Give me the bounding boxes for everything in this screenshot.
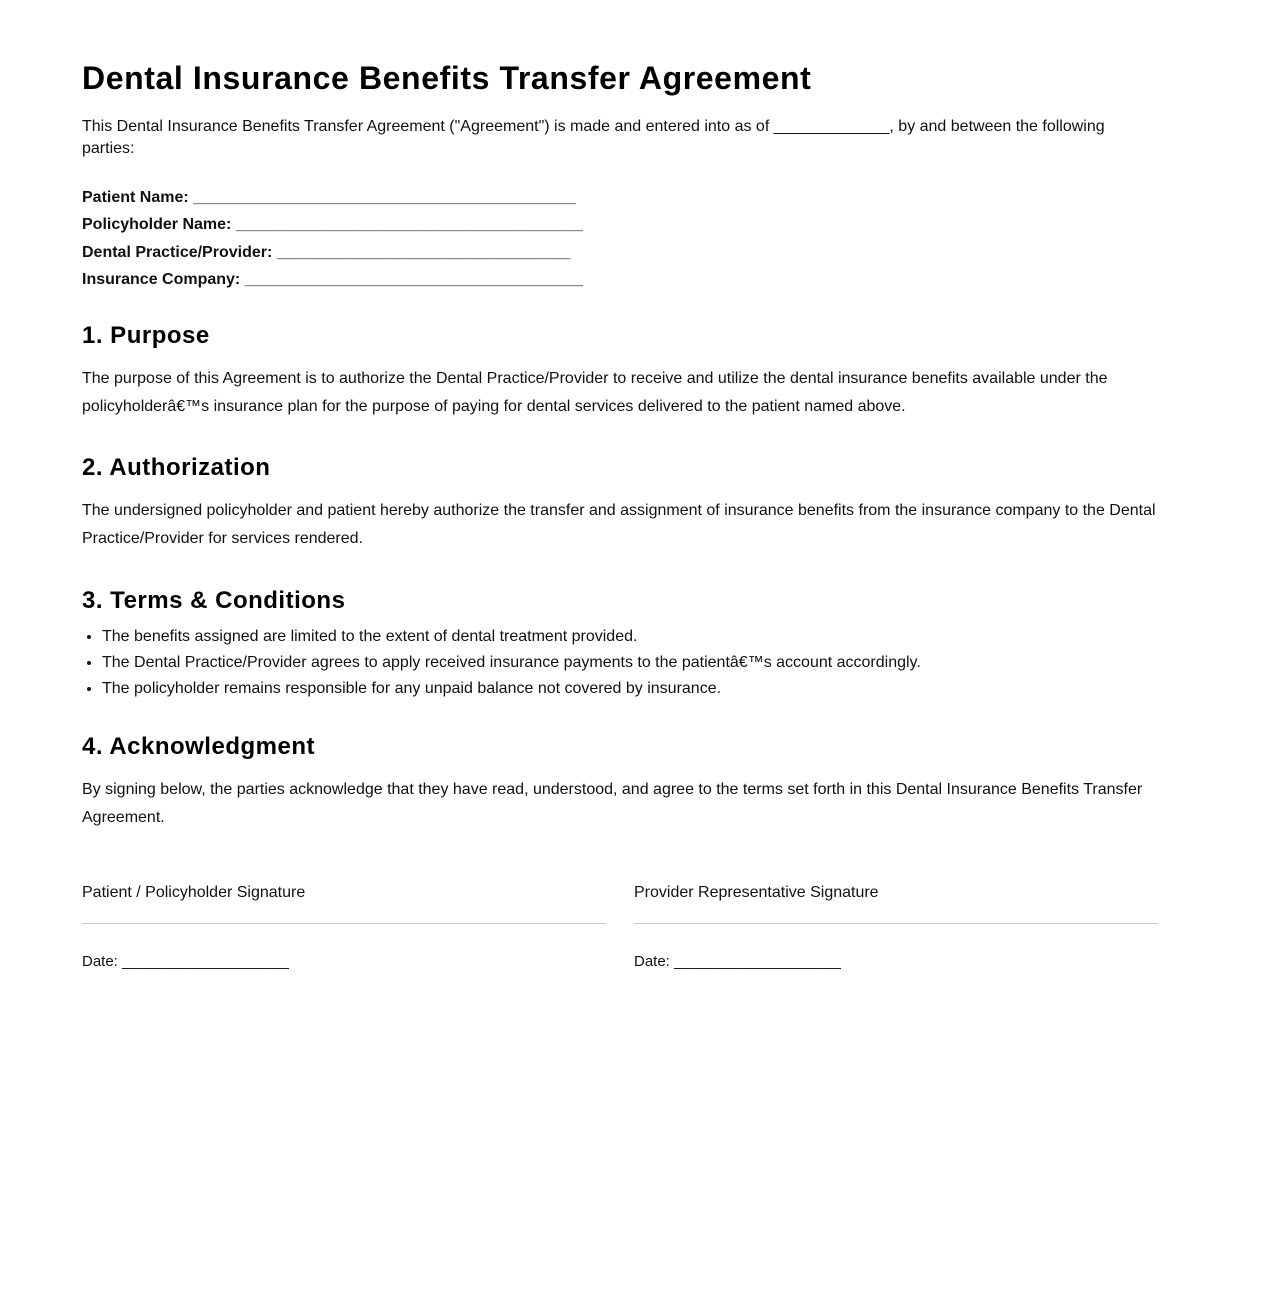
party-label: Patient Name: (82, 189, 189, 206)
party-label: Dental Practice/Provider: (82, 243, 273, 261)
party-blank: _________________________________ (276, 243, 571, 261)
section-heading-acknowledgment: 4. Acknowledgment (82, 733, 315, 761)
party-insurance-company[interactable] (82, 266, 1158, 293)
section-heading-terms: 3. Terms & Conditions (82, 587, 346, 615)
party-label: Insurance Company: (82, 270, 241, 288)
list-item: • The benefits assigned are limited to the extent of dental treatment provided. (102, 624, 1158, 650)
party-policyholder-name[interactable] (82, 211, 1158, 238)
agreement-document (82, 0, 1158, 972)
authorization-text: The undersigned policyholder and patient hereby authorize the transfer and assignment of insurance benefits from the insurance company to the Dental Practice/Provider for services rendered. (82, 502, 1156, 547)
list-item: • The policyholder remains responsible for any unpaid balance not covered by insurance. (102, 676, 1158, 702)
section-heading-authorization: 2. Authorization (82, 454, 271, 482)
signature-line-patient[interactable]: Patient / Policyholder Signature (82, 883, 606, 924)
purpose-text: The purpose of this Agreement is to authorize the Dental Practice/Provider to receive and utilize the dental insurance benefits available under the policyholderâ€™s insurance plan for the purpose of paying for dental services delivered to the patient named above. (82, 370, 1108, 415)
party-patient-name[interactable] (82, 184, 1158, 211)
date-field-patient[interactable]: Date: ____________________ (82, 953, 289, 971)
signature-area (82, 883, 1158, 972)
section-acknowledgment (82, 732, 1158, 831)
document-title: Dental Insurance Benefits Transfer Agreement (82, 60, 812, 96)
date-field-provider[interactable]: Date: ____________________ (634, 953, 841, 971)
intro-paragraph: This Dental Insurance Benefits Transfer Agreement ("Agreement") is made and entered into as of _____________, by and between the following parties: (82, 118, 1105, 157)
section-authorization (82, 453, 1158, 552)
signature-block-provider (634, 883, 1158, 972)
party-dental-provider[interactable] (82, 239, 1158, 266)
list-item: • The Dental Practice/Provider agrees to apply received insurance payments to the patientâ€™s account accordingly. (102, 650, 1158, 676)
parties-block (82, 184, 1158, 293)
terms-list (82, 624, 1158, 702)
acknowledgment-text: By signing below, the parties acknowledge that they have read, understood, and agree to the terms set forth in this Dental Insurance Benefits Transfer Agreement. (82, 781, 1143, 826)
party-label: Policyholder Name: (82, 216, 232, 234)
signature-line-provider[interactable]: Provider Representative Signature (634, 883, 1158, 924)
section-purpose (82, 321, 1158, 420)
party-blank: ___________________________________________ (193, 189, 576, 206)
section-terms (82, 586, 1158, 702)
section-heading-purpose: 1. Purpose (82, 322, 210, 350)
party-blank: ______________________________________ (244, 270, 583, 288)
party-blank: _______________________________________ (235, 216, 583, 234)
signature-block-patient (82, 883, 606, 972)
